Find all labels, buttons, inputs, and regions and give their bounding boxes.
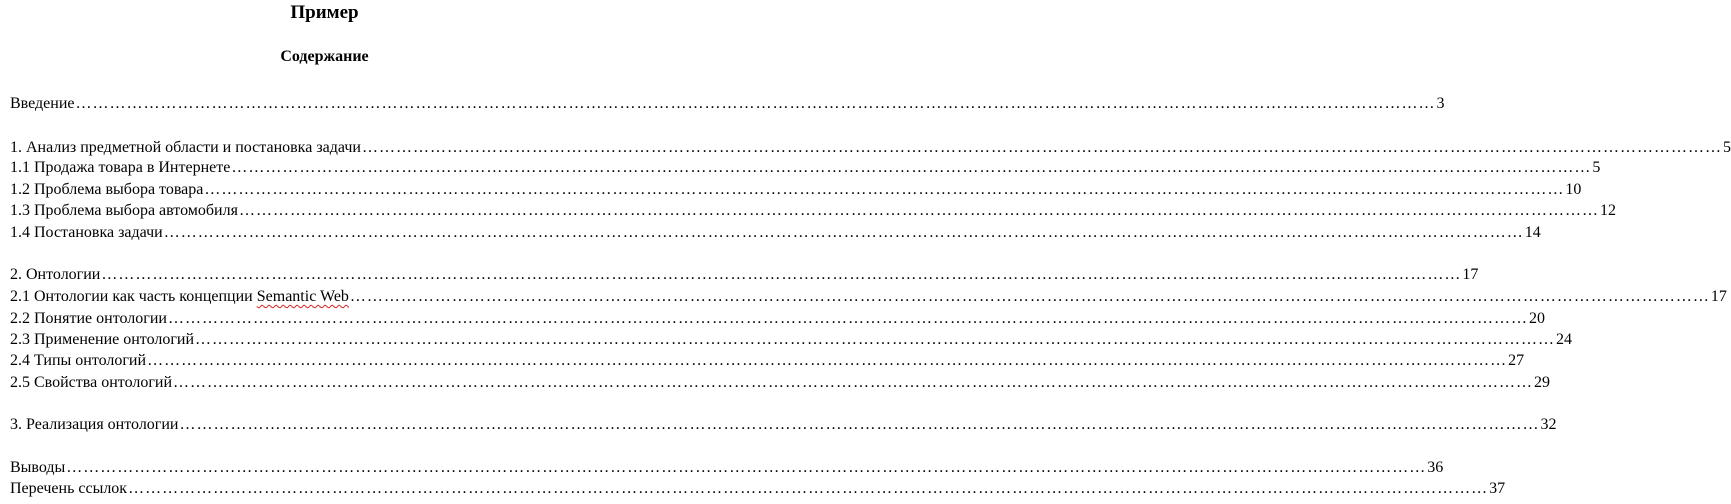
toc-entry-text: 2.5 Свойства онтологий: [10, 374, 173, 391]
toc-leader-dots: ……………………………………………………………………………………………………………………………………………………………………………………………………………………: [231, 159, 1592, 176]
spellcheck-marked-text: Semantic Web: [256, 288, 349, 305]
toc-leader-dots: ……………………………………………………………………………………………………………………………………………………………………………………………………………………: [204, 181, 1565, 198]
toc-entry-section-2-2[interactable]: [10, 309, 1545, 329]
toc-entry-conclusions[interactable]: [10, 458, 1444, 478]
toc-entry-section-2[interactable]: [10, 265, 1479, 285]
toc-entry-section-1-4[interactable]: [10, 223, 1541, 243]
toc-heading: Содержание: [280, 48, 369, 65]
toc-page-number: 20: [1528, 310, 1545, 327]
toc-entry-text: 2.2 Понятие онтологии: [10, 310, 167, 327]
toc-entry-text: 1.1 Продажа товара в Интернете: [10, 159, 231, 176]
toc-leader-dots: ……………………………………………………………………………………………………………………………………………………………………………………………………………………: [75, 95, 1436, 112]
toc-page-number: 3: [1436, 95, 1445, 112]
toc-leader-dots: ……………………………………………………………………………………………………………………………………………………………………………………………………………………: [147, 352, 1508, 369]
toc-page-number: 12: [1599, 202, 1616, 219]
toc-page-number: 17: [1462, 266, 1479, 283]
toc-entry-text: 3. Реализация онтологии: [10, 416, 179, 433]
toc-entry-text: Перечень ссылок: [10, 480, 128, 497]
toc-entry-text: 2. Онтологии: [10, 266, 101, 283]
toc-page-number: 24: [1556, 331, 1573, 348]
document-title: Пример: [290, 2, 359, 23]
toc-leader-dots: ……………………………………………………………………………………………………………………………………………………………………………………………………………………: [128, 480, 1489, 497]
toc-page-number: 10: [1565, 181, 1582, 198]
toc-entry-section-2-5[interactable]: [10, 373, 1551, 393]
toc-entry-text: Введение: [10, 95, 75, 112]
toc-leader-dots: ……………………………………………………………………………………………………………………………………………………………………………………………………………………: [195, 331, 1556, 348]
toc-page-number: 29: [1534, 374, 1551, 391]
toc-entry-section-2-1[interactable]: [10, 287, 1727, 307]
toc-entry-text: Выводы: [10, 459, 66, 476]
toc-leader-dots: ……………………………………………………………………………………………………………………………………………………………………………………………………………………: [361, 139, 1722, 156]
toc-leader-dots: ……………………………………………………………………………………………………………………………………………………………………………………………………………………: [163, 224, 1524, 241]
toc-leader-dots: ……………………………………………………………………………………………………………………………………………………………………………………………………………………: [173, 374, 1534, 391]
toc-leader-dots: ……………………………………………………………………………………………………………………………………………………………………………………………………………………: [66, 459, 1427, 476]
toc-page-number: 32: [1540, 416, 1557, 433]
toc-entry-section-3[interactable]: [10, 415, 1557, 435]
toc-leader-dots: ……………………………………………………………………………………………………………………………………………………………………………………………………………………: [101, 266, 1462, 283]
toc-entry-text: 1.2 Проблема выбора товара: [10, 181, 204, 198]
toc-entry-text: 1. Анализ предметной области и постановка задачи: [10, 139, 361, 156]
toc-entry-references[interactable]: [10, 479, 1506, 499]
toc-entry-section-1-1[interactable]: [10, 158, 1601, 178]
toc-entry-text: 2.3 Применение онтологий: [10, 331, 195, 348]
toc-page-number: 17: [1710, 288, 1727, 305]
toc-leader-dots: ……………………………………………………………………………………………………………………………………………………………………………………………………………………: [167, 310, 1528, 327]
toc-entry-section-2-3[interactable]: [10, 330, 1573, 350]
toc-page-number: 27: [1508, 352, 1525, 369]
toc-entry-section-2-4[interactable]: [10, 351, 1525, 371]
toc-leader-dots: ……………………………………………………………………………………………………………………………………………………………………………………………………………………: [179, 416, 1540, 433]
toc-leader-dots: ……………………………………………………………………………………………………………………………………………………………………………………………………………………: [349, 288, 1710, 305]
toc-leader-dots: ……………………………………………………………………………………………………………………………………………………………………………………………………………………: [238, 202, 1599, 219]
toc-entry-section-1[interactable]: [10, 138, 1731, 158]
toc-page-number: 37: [1489, 480, 1506, 497]
toc-page-number: 5: [1722, 139, 1731, 156]
toc-entry-text: 1.3 Проблема выбора автомобиля: [10, 202, 238, 219]
toc-page-number: 36: [1427, 459, 1444, 476]
toc-entry-intro[interactable]: [10, 94, 1445, 114]
toc-entry-section-1-2[interactable]: [10, 180, 1582, 200]
toc-page-number: 5: [1592, 159, 1601, 176]
toc-entry-text: 2.4 Типы онтологий: [10, 352, 147, 369]
toc-page-number: 14: [1524, 224, 1541, 241]
toc-entry-section-1-3[interactable]: [10, 201, 1616, 221]
toc-entry-text: 1.4 Постановка задачи: [10, 224, 163, 241]
toc-entry-text-prefix: 2.1 Онтологии как часть концепции: [10, 288, 257, 305]
toc-entry-text: [10, 287, 349, 307]
